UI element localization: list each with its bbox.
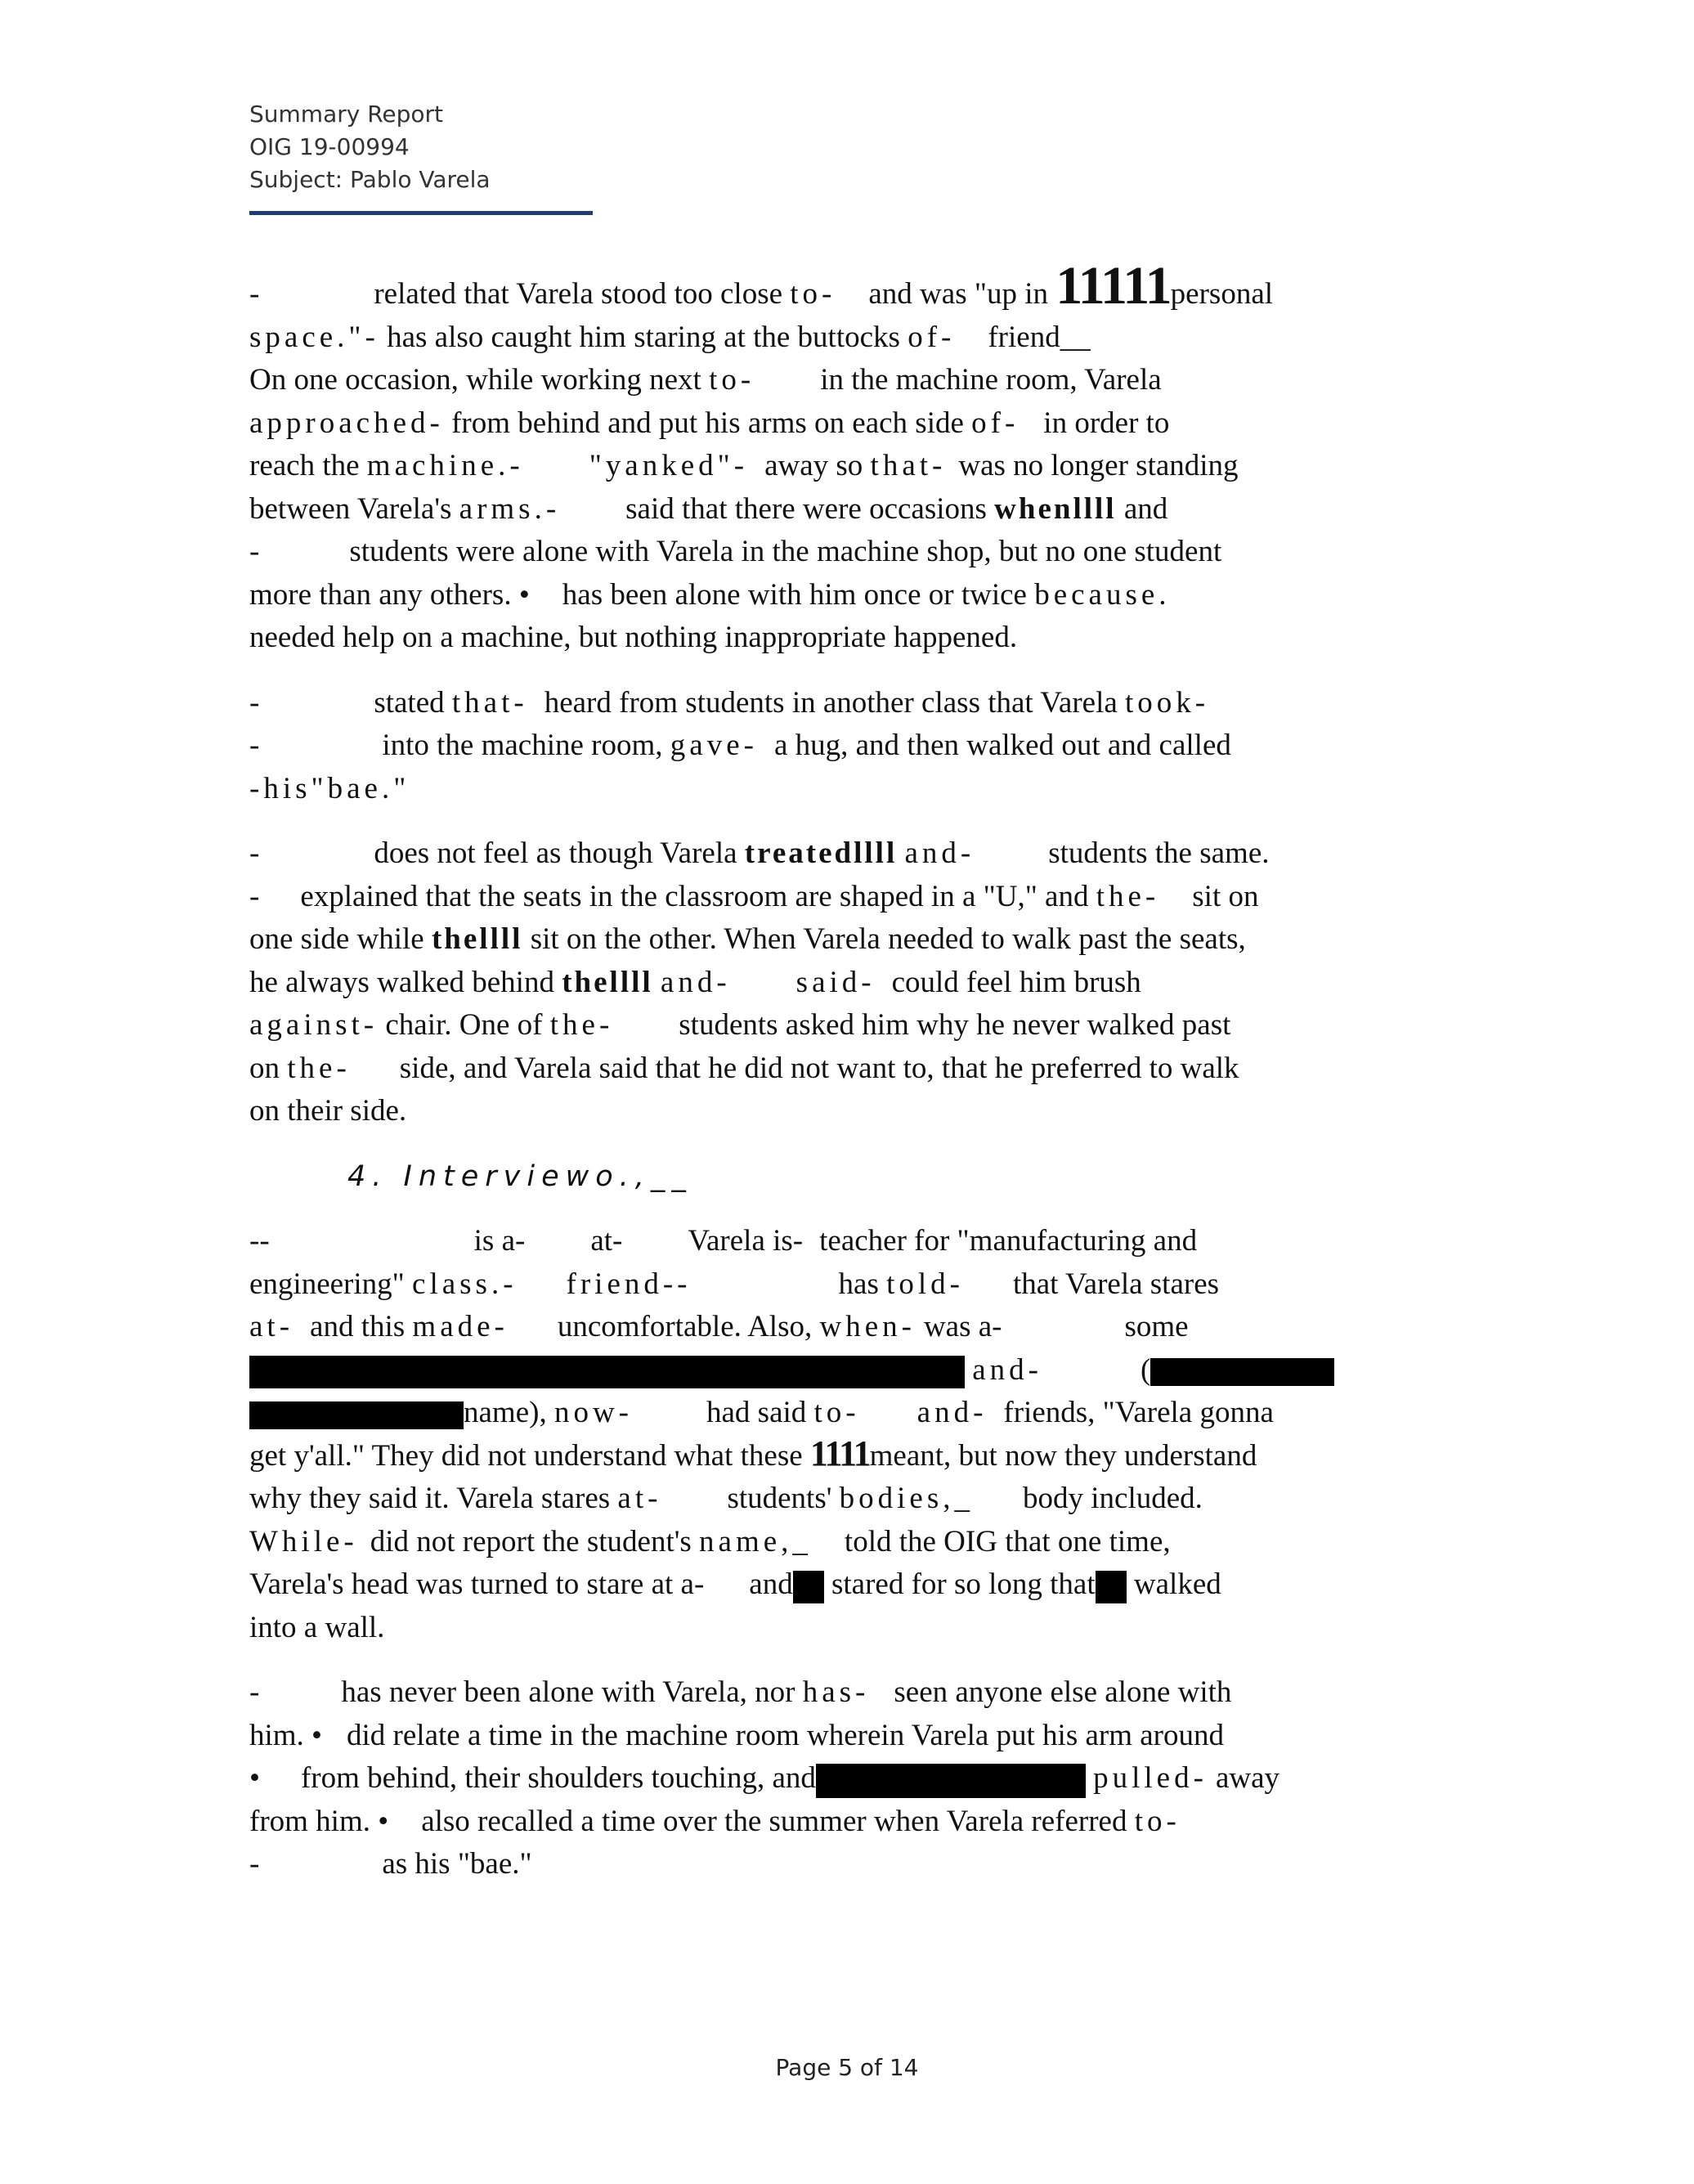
text-line: - as his "bae." <box>249 1847 532 1881</box>
text-line: - explained that the seats in the classroom are shaped in a "U," and the- sit on <box>249 879 1259 913</box>
text-line: - does not feel as though Varela treatedllll and- students the same. <box>249 836 1270 870</box>
text-line: him. • did relate a time in the machine room wherein Varela put his arm around <box>249 1718 1224 1752</box>
page-number: Page 5 of 14 <box>775 2054 919 2081</box>
redaction-bar <box>1096 1571 1127 1603</box>
text-line: -- is a- at- Varela is- teacher for "manufacturing and <box>249 1224 1198 1258</box>
text-line: -his"bae." <box>249 771 410 805</box>
text-line: - has never been alone with Varela, nor has- seen anyone else alone with <box>249 1675 1232 1709</box>
text-line: against- chair. One of the- students asked him why he never walked past <box>249 1008 1231 1042</box>
text-line: - stated that- heard from students in another class that Varela took- <box>249 685 1210 720</box>
text-line: more than any others. • has been alone with him once or twice because. <box>249 577 1171 612</box>
redaction-bar <box>816 1764 1086 1798</box>
text-line: he always walked behind thellll and- said- could feel him brush <box>249 965 1141 999</box>
redaction-bar <box>249 1401 464 1429</box>
redaction-bar <box>1150 1358 1334 1386</box>
text-line: and- ( <box>249 1349 1451 1392</box>
paragraph-5 <box>249 1671 1451 1886</box>
report-body <box>249 256 1451 1908</box>
text-line: space."- has also caught him staring at the buttocks of- friend__ <box>249 320 1091 354</box>
text-line: reach the machine.- "yanked"- away so that- was no longer standing <box>249 449 1239 482</box>
text-line: Varela's head was turned to stare at a- and stared for so long that walked <box>249 1563 1451 1607</box>
text-line: - into the machine room, gave- a hug, and then walked out and called <box>249 729 1231 762</box>
text-line: one side while thellll sit on the other. When Varela needed to walk past the seats, <box>249 922 1246 956</box>
text-line: • from behind, their shoulders touching, and pulled- away <box>249 1757 1451 1801</box>
report-title: Summary Report <box>249 101 444 128</box>
text-line: name), now- had said to- and- friends, "Varela gonna <box>249 1392 1451 1435</box>
redaction-bar <box>249 1356 965 1388</box>
text-line: on their side. <box>249 1094 407 1128</box>
text-line: engineering" class.- friend-- has told- that Varela stares <box>249 1267 1220 1301</box>
text-line: On one occasion, while working next to- in the machine room, Varela <box>249 363 1162 397</box>
header-divider <box>249 211 593 215</box>
text-line: between Varela's arms.- said that there were occasions whenllll and <box>249 491 1168 526</box>
text-line: at- and this made- uncomfortable. Also, when- was a- some <box>249 1310 1189 1343</box>
text-line: needed help on a machine, but nothing inappropriate happened. <box>249 621 1018 654</box>
report-subject: Subject: Pablo Varela <box>249 166 491 193</box>
text-line: - students were alone with Varela in the machine shop, but no one student <box>249 535 1222 568</box>
text-line: why they said it. Varela stares at- students' bodies,_ body included. <box>249 1482 1203 1515</box>
case-number: OIG 19-00994 <box>249 133 410 160</box>
paragraph-3 <box>249 832 1451 1133</box>
section-heading: 4. Interviewo.,__ <box>347 1159 692 1193</box>
report-header <box>249 98 491 196</box>
paragraph-4 <box>249 1220 1451 1649</box>
paragraph-2 <box>249 682 1451 811</box>
text-line: from him. • also recalled a time over the summer when Varela referred to- <box>249 1804 1181 1838</box>
paragraph-1 <box>249 256 1451 660</box>
text-line: - related that Varela stood too close to- and was "up in 11111personal <box>249 256 1274 316</box>
text-line: on the- side, and Varela said that he did not want to, that he preferred to walk <box>249 1051 1239 1085</box>
redaction-bar <box>793 1571 824 1603</box>
text-line: While- did not report the student's name,_ told the OIG that one time, <box>249 1524 1171 1558</box>
text-line: approached- from behind and put his arms on each side of- in order to <box>249 406 1170 440</box>
text-line: get y'all." They did not understand what these 1111meant, but now they understand <box>249 1433 1257 1473</box>
text-line: into a wall. <box>249 1610 385 1644</box>
